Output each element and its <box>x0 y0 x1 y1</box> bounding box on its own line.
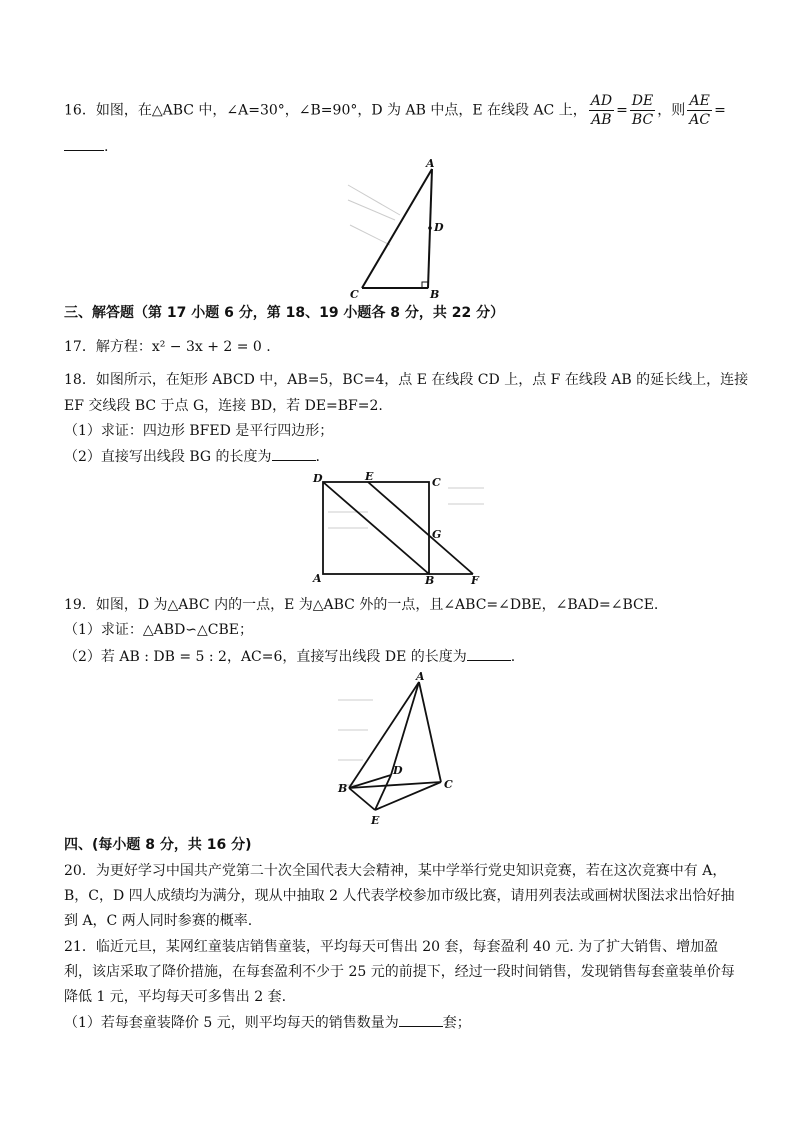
fig18-label-e: E <box>365 470 374 483</box>
q19-part2-end: . <box>510 649 516 665</box>
q16-fraction-ad-ab <box>589 92 614 129</box>
fig16-label-a: A <box>426 157 435 170</box>
q16-suffix: = <box>714 102 726 119</box>
q18-part1: （1）求证：四边形 BFED 是平行四边形； <box>64 423 334 439</box>
figure-19-triangles <box>333 670 468 830</box>
section-3-heading: 三、解答题（第 17 小题 6 分，第 18、19 小题各 8 分，共 22 分） <box>64 305 505 321</box>
q18-line1: 18．如图所示，在矩形 ABCD 中，AB=5，BC=4，点 E 在线段 CD 上，点 F 在线段 AB 的延长线上，连接 <box>64 372 749 388</box>
q21-line2: 利，该店采取了降价措施，在每套盈利不少于 25 元的前提下，经过一段时间销售，发现销售每套童装单价每 <box>64 964 735 980</box>
q16-frac1-denominator: AB <box>591 112 612 128</box>
q16-line <box>64 92 726 129</box>
fig18-segment-ef <box>368 482 473 574</box>
q16-prefix: 16．如图，在△ABC 中，∠A=30°，∠B=90°，D 为 AB 中点，E 在线段 AC 上， <box>64 102 587 119</box>
fig18-label-c: C <box>432 476 441 489</box>
q16-fraction-de-bc <box>630 92 655 129</box>
q20-line2: B，C，D 四人成绩均为满分，现从中抽取 2 人代表学校参加市级比赛，请用列表法或画树状图法求出恰好抽 <box>64 888 735 904</box>
section-4-heading: 四、(每小题 8 分，共 16 分) <box>64 837 252 853</box>
q16-answer-line <box>64 136 108 157</box>
q17-text: 17．解方程：x² − 3x + 2 = 0 . <box>64 339 271 355</box>
fig19-side-ab <box>349 682 419 788</box>
q19-line1: 19．如图，D 为△ABC 内的一点，E 为△ABC 外的一点，且∠ABC=∠DBE，∠BAD=∠BCE. <box>64 597 659 613</box>
fig16-label-c: C <box>350 288 359 301</box>
q16-fraction-ae-ac <box>687 92 712 129</box>
q18-answer-blank[interactable] <box>272 446 316 461</box>
q18-part2-line <box>64 446 320 467</box>
q21-line1: 21．临近元旦，某网红童装店销售童装，平均每天可售出 20 套，每套盈利 40 元. 为了扩大销售、增加盈 <box>64 939 719 955</box>
fig19-label-b: B <box>338 782 348 795</box>
fig18-label-g: G <box>432 528 442 541</box>
q21-part1-line <box>64 1012 471 1033</box>
q16-frac3-denominator: AC <box>689 112 711 128</box>
fig16-label-b: B <box>430 288 440 301</box>
q19-part1: （1）求证：△ABD∽△CBE； <box>64 622 254 638</box>
q18-part2: （2）直接写出线段 BG 的长度为 <box>64 449 272 465</box>
fig16-point-d <box>428 226 432 230</box>
q20-line1: 20．为更好学习中国共产党第二十次全国代表大会精神，某中学举行党史知识竞赛，若在这次竞赛中有 A， <box>64 863 727 879</box>
fig18-label-d: D <box>313 472 323 485</box>
q16-frac2-denominator: BC <box>631 112 654 128</box>
q21-line3: 降低 1 元，平均每天可多售出 2 套. <box>64 989 287 1005</box>
q16-mid: ，则 <box>657 102 686 119</box>
q19-answer-blank[interactable] <box>467 646 511 661</box>
q16-frac3-numerator: AE <box>687 92 712 111</box>
q16-answer-blank[interactable] <box>64 136 104 151</box>
fig19-side-ac <box>419 682 441 782</box>
fig18-label-a: A <box>313 572 322 585</box>
q21-answer-blank[interactable] <box>399 1012 443 1027</box>
fig16-side-ac <box>362 169 432 288</box>
fig18-label-b: B <box>425 574 435 587</box>
figure-16-triangle <box>340 155 450 305</box>
q18-line2: EF 交线段 BC 于点 G，连接 BD，若 DE=BF=2. <box>64 398 383 414</box>
fig19-label-a: A <box>416 670 425 683</box>
figure-18-faint-background <box>328 488 484 528</box>
q21-part1-end: 套； <box>442 1015 471 1031</box>
fig19-label-e: E <box>371 814 380 827</box>
fig18-label-f: F <box>471 574 479 587</box>
q20-line3: 到 A，C 两人同时参赛的概率. <box>64 913 253 929</box>
fig19-segment-ad <box>391 682 419 775</box>
figure-18-rectangle <box>308 470 488 588</box>
q19-part2: （2）若 AB : DB = 5 : 2，AC=6，直接写出线段 DE 的长度为 <box>64 649 467 665</box>
q18-part2-end: . <box>315 449 320 465</box>
q19-part2-line <box>64 646 515 667</box>
q16-frac1-numerator: AD <box>590 93 613 109</box>
fig19-label-c: C <box>444 778 453 791</box>
q16-equals: = <box>616 102 628 119</box>
figure-19-faint-background <box>338 700 373 785</box>
fig19-label-d: D <box>393 764 403 777</box>
q21-part1: （1）若每套童装降价 5 元，则平均每天的销售数量为 <box>64 1015 399 1031</box>
fig16-label-d: D <box>434 221 444 234</box>
q16-answer-end: . <box>104 139 109 155</box>
fig19-segment-be <box>349 788 375 810</box>
q16-frac2-numerator: DE <box>631 93 654 109</box>
